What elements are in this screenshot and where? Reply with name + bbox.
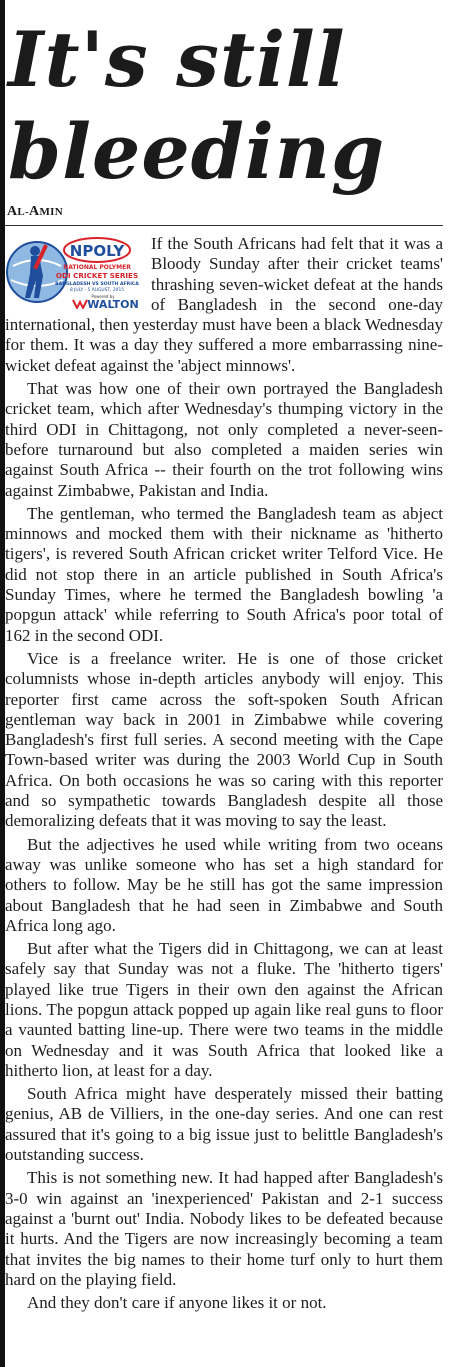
paragraph-3: The gentleman, who termed the Bangladesh team as abject minnows and mocked them with their nickname as 'hitherto tigers', is revered South African cricket writer Telford Vice. He did not stop there in an article published in South Africa's Sunday Times, where he termed the Bangladesh bowling 'a popgun attack' while referring to South Africa's poor total of 162 in the second ODI. <box>5 503 443 645</box>
paragraph-2: That was how one of their own portrayed the Bangladesh cricket team, which after Wednesday's thumping victory in the third ODI in Chittagong, not only completed a never-seen-before turnaround but also completed a maiden series win against South Africa -- their fourth on the trot following wins against Zimbabwe, Pakistan and India. <box>5 379 443 500</box>
paragraph-8: This is not something new. It had happed after Bangladesh's 3-0 win against an 'inexperienced' Pakistan and 2-1 success against a 'burnt out' India. Nobody likes to be defeated because it hurts. And the Tigers are now increasingly becoming a team that invites the big names to their home turf only to hurt them hard on the playing field. <box>5 1168 443 1289</box>
paragraph-6: But after what the Tigers did in Chittagong, we can at least safely say that Sunday was not a fluke. The 'hitherto tigers' played like true Tigers in their own den against the African lions. The popgun attack popped up again like real guns to floor a vaunted batting line-up. There were two teams in the middle on Wednesday and it was South Africa that looked like a hitherto lion, at least for a day. <box>5 939 443 1080</box>
paragraph-9: And they don't care if anyone likes it or not. <box>27 1293 327 1313</box>
logo-dates: 8 JULY - 5 AUGUST, 2015 <box>69 288 125 293</box>
headline-line-1: It's still <box>8 15 346 104</box>
paragraph-4: Vice is a freelance writer. He is one of those cricket columnists whose in-depth articles anybody will enjoy. This reporter first came across the soft-spoken South African gentleman way back in 2001 in Zimbabwe while covering Bangladesh's first full series. A second meeting with the Cape Town-based writer was during the 2003 World Cup in South Africa. On both occasions he was so caring with this reporter and so sympathetic towards Bangladesh despite all those demoralizing defeats that it was moving to say the least. <box>5 648 443 831</box>
logo-brand: NPOLY <box>69 242 125 260</box>
byline: AL-AMIN <box>7 204 63 219</box>
logo-sponsor: WALTON <box>87 298 139 309</box>
article <box>5 0 447 1316</box>
logo-sub: NATIONAL POLYMER <box>63 264 131 271</box>
byline-divider <box>5 225 443 226</box>
paragraph-5: But the adjectives he used while writing from two oceans away was unlike someone who has set a high standard for others to follow. May be he still has got the same impression about Bangladesh that he had seen in Zimbabwe and South Africa long ago. <box>5 834 443 935</box>
headline-line-2: bleeding <box>8 107 386 196</box>
paragraph-1: If the South Africans had felt that it was a Bloody Sunday after their cricket teams' thrashing seven-wicket defeat at the hands of Bangladesh in the second one-day international, then yesterday must have been a black Wednesday for them. It was a day they suffered a more embarrassing nine-wicket defeat against the 'abject minnows'. <box>5 234 443 375</box>
logo-teams: BANGLADESH VS SOUTH AFRICA <box>55 282 139 287</box>
series-sponsor-logo <box>5 236 145 309</box>
headline <box>5 0 447 198</box>
paragraph-7: South Africa might have desperately missed their batting genius, AB de Villiers, in the one-day series. And one can rest assured that it's going to a big issue just to belittle Bangladesh's outstanding success. <box>5 1084 443 1165</box>
logo-series: ODI CRICKET SERIES <box>55 271 139 280</box>
logo-powered: Powered by <box>91 294 115 299</box>
article-body <box>5 234 443 1313</box>
